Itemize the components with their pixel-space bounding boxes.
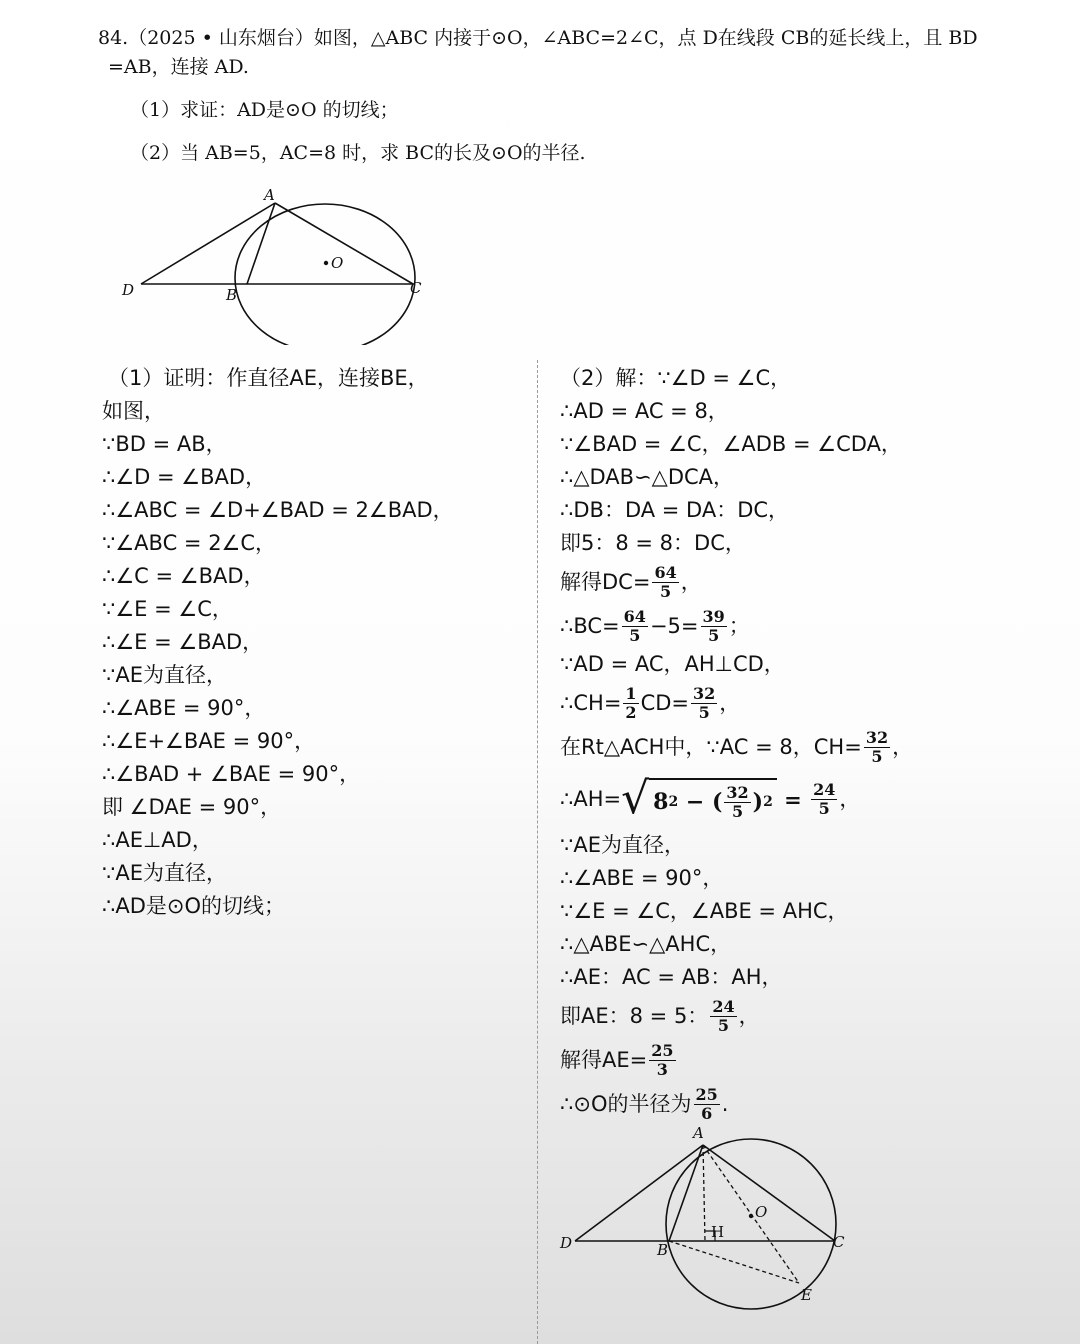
label-e: E: [801, 1286, 812, 1304]
fraction: [622, 608, 648, 645]
operator: =: [776, 786, 810, 812]
sol2-line-ae-ratio: [560, 994, 913, 1038]
base: 8: [653, 788, 669, 815]
problem-line-2: =AB，连接 AD.: [108, 56, 249, 78]
sol2-line-ch: [560, 681, 913, 725]
label-b: B: [657, 1241, 669, 1259]
segment-da: [575, 1145, 703, 1241]
sol2-line: ∴△ABE∽△AHC，: [560, 932, 732, 956]
sol2-line: 即5：8 = 8：DC，: [560, 531, 746, 555]
numerator: 64: [623, 606, 646, 626]
text: −5=: [649, 613, 699, 638]
denominator: 5: [731, 801, 744, 821]
radicand: [649, 778, 777, 821]
text: ，: [738, 1003, 760, 1028]
circle-o: [235, 204, 415, 345]
sol1-line: ∴∠BAD + ∠BAE = 90°，: [102, 762, 361, 786]
exponent: 2: [668, 793, 679, 810]
square-root: [621, 773, 777, 824]
problem-line-1: 84.（2025 • 山东烟台）如图，△ABC 内接于⊙O，∠ABC=2∠C，点 D在线段 CB的延长线上，且 BD: [98, 27, 978, 49]
label-a: A: [693, 1124, 704, 1142]
sol2-line-dc: [560, 560, 913, 604]
paren: ): [752, 788, 764, 815]
segment-ab: [669, 1145, 703, 1241]
sol2-line-ae: [560, 1038, 913, 1082]
sol2-line: ∴DB：DA = DA：DC，: [560, 498, 790, 522]
denominator: 6: [701, 1103, 713, 1123]
label-o: O: [331, 254, 344, 272]
sol2-line: （2）解：∵∠D = ∠C，: [560, 366, 792, 390]
numerator: 32: [726, 782, 749, 802]
fraction: [691, 685, 717, 722]
label-c: C: [833, 1233, 845, 1251]
segment-da: [141, 203, 275, 284]
numerator: 25: [651, 1040, 674, 1060]
sol2-line: ∴AD = AC = 8，: [560, 399, 729, 423]
sol1-line: ∵AE为直径，: [102, 663, 227, 687]
text: ，: [892, 734, 914, 759]
text: 解得AE=: [560, 1047, 648, 1072]
sol1-line: ∵AE为直径，: [102, 861, 227, 885]
denominator: 5: [717, 1015, 730, 1035]
sol2-line: ∴AE：AC = AB：AH，: [560, 965, 783, 989]
question-2: （2）当 AB=5，AC=8 时，求 BC的长及⊙O的半径.: [130, 142, 586, 164]
question-1: （1）求证：AD是⊙O 的切线；: [130, 99, 399, 121]
label-d: D: [560, 1234, 573, 1252]
text: ∴CH=: [560, 690, 622, 715]
sol1-line: ∴∠ABC = ∠D+∠BAD = 2∠BAD，: [102, 498, 454, 522]
segment-ab: [247, 203, 275, 284]
sol2-line-bc: [560, 604, 913, 648]
center-o-dot: [324, 261, 328, 265]
sol1-line: （1）证明：作直径AE，连接BE，: [108, 366, 429, 390]
text: ∴BC=: [560, 613, 620, 638]
text: .: [721, 1091, 729, 1116]
sol1-line: 如图，: [102, 399, 165, 423]
text: ，: [839, 786, 861, 811]
problem-statement: [98, 24, 998, 168]
sol1-line: ∵∠E = ∠C，: [102, 597, 233, 621]
sol2-line: ∴∠ABE = 90°，: [560, 866, 724, 890]
solution-part-2: [560, 362, 913, 1126]
text: ，: [719, 690, 741, 715]
text: 解得DC=: [560, 569, 651, 594]
label-b: B: [226, 286, 238, 304]
denominator: 5: [698, 702, 710, 722]
text: ∴⊙O的半径为: [560, 1091, 692, 1116]
denominator: 3: [656, 1059, 668, 1079]
operator: − (: [678, 788, 723, 815]
fraction: [649, 1042, 675, 1079]
sol2-line-rt: [560, 725, 913, 769]
sol1-line: 即 ∠DAE = 90°，: [102, 795, 282, 819]
segment-ah: [703, 1145, 705, 1241]
text: ∴AH=: [560, 786, 622, 811]
fraction: [701, 608, 727, 645]
fraction: [623, 685, 638, 722]
text: ；: [728, 613, 750, 638]
text: ，: [680, 569, 702, 594]
sol1-line: ∴∠E = ∠BAD，: [102, 630, 264, 654]
text: 在Rt△ACH中，∵AC = 8，CH=: [560, 734, 862, 759]
segment-ac: [275, 203, 413, 284]
numerator: 32: [865, 727, 889, 747]
label-c: C: [410, 279, 422, 297]
sol1-line: ∴AE⊥AD，: [102, 828, 213, 852]
denominator: 5: [818, 798, 830, 818]
sol2-line: ∵AD = AC，AH⊥CD，: [560, 652, 785, 676]
numerator: 64: [654, 562, 677, 582]
sol2-line: ∵AE为直径，: [560, 833, 685, 857]
numerator: 24: [813, 779, 836, 799]
sol1-line: ∴∠D = ∠BAD，: [102, 465, 267, 489]
problem-figure: [110, 180, 440, 345]
sol1-line: ∴∠ABE = 90°，: [102, 696, 266, 720]
sol2-line: ∵∠BAD = ∠C，∠ADB = ∠CDA，: [560, 432, 902, 456]
center-o-dot: [749, 1214, 753, 1218]
denominator: 2: [625, 702, 637, 722]
numerator: 32: [693, 683, 716, 703]
solution-figure: [555, 1120, 855, 1310]
exponent: 2: [763, 793, 773, 810]
text: 即AE：8 = 5：: [560, 1003, 709, 1028]
denominator: 5: [871, 746, 883, 766]
fraction: [710, 998, 736, 1035]
label-a: A: [264, 186, 275, 204]
fraction: [694, 1086, 720, 1123]
radical-sign: √: [621, 773, 650, 824]
sol2-line-ah: [560, 769, 913, 829]
sol2-line: ∵∠E = ∠C，∠ABE = AHC，: [560, 899, 849, 923]
sol1-line: ∵BD = AB，: [102, 432, 227, 456]
sol1-line: ∴AD是⊙O的切线；: [102, 894, 286, 918]
sol1-line: ∵∠ABC = 2∠C，: [102, 531, 277, 555]
sol1-line: ∴∠C = ∠BAD，: [102, 564, 265, 588]
sol1-line: ∴∠E+∠BAE = 90°，: [102, 729, 316, 753]
fraction: [811, 781, 837, 818]
label-h: H: [711, 1223, 725, 1241]
solution-part-1: [102, 362, 454, 923]
numerator: 39: [702, 606, 725, 626]
fraction: [724, 784, 750, 821]
column-divider: [537, 360, 538, 1344]
numerator: 25: [695, 1084, 718, 1104]
text: CD=: [640, 690, 689, 715]
denominator: 5: [708, 625, 720, 645]
fraction: [652, 564, 678, 601]
label-d: D: [122, 281, 135, 299]
fraction: [864, 729, 890, 766]
numerator: 24: [712, 996, 735, 1016]
sol2-line: ∴△DAB∽△DCA，: [560, 465, 735, 489]
label-o: O: [755, 1203, 768, 1221]
denominator: 5: [629, 625, 641, 645]
denominator: 5: [660, 581, 672, 601]
numerator: 1: [625, 683, 637, 703]
segment-be: [669, 1241, 799, 1283]
